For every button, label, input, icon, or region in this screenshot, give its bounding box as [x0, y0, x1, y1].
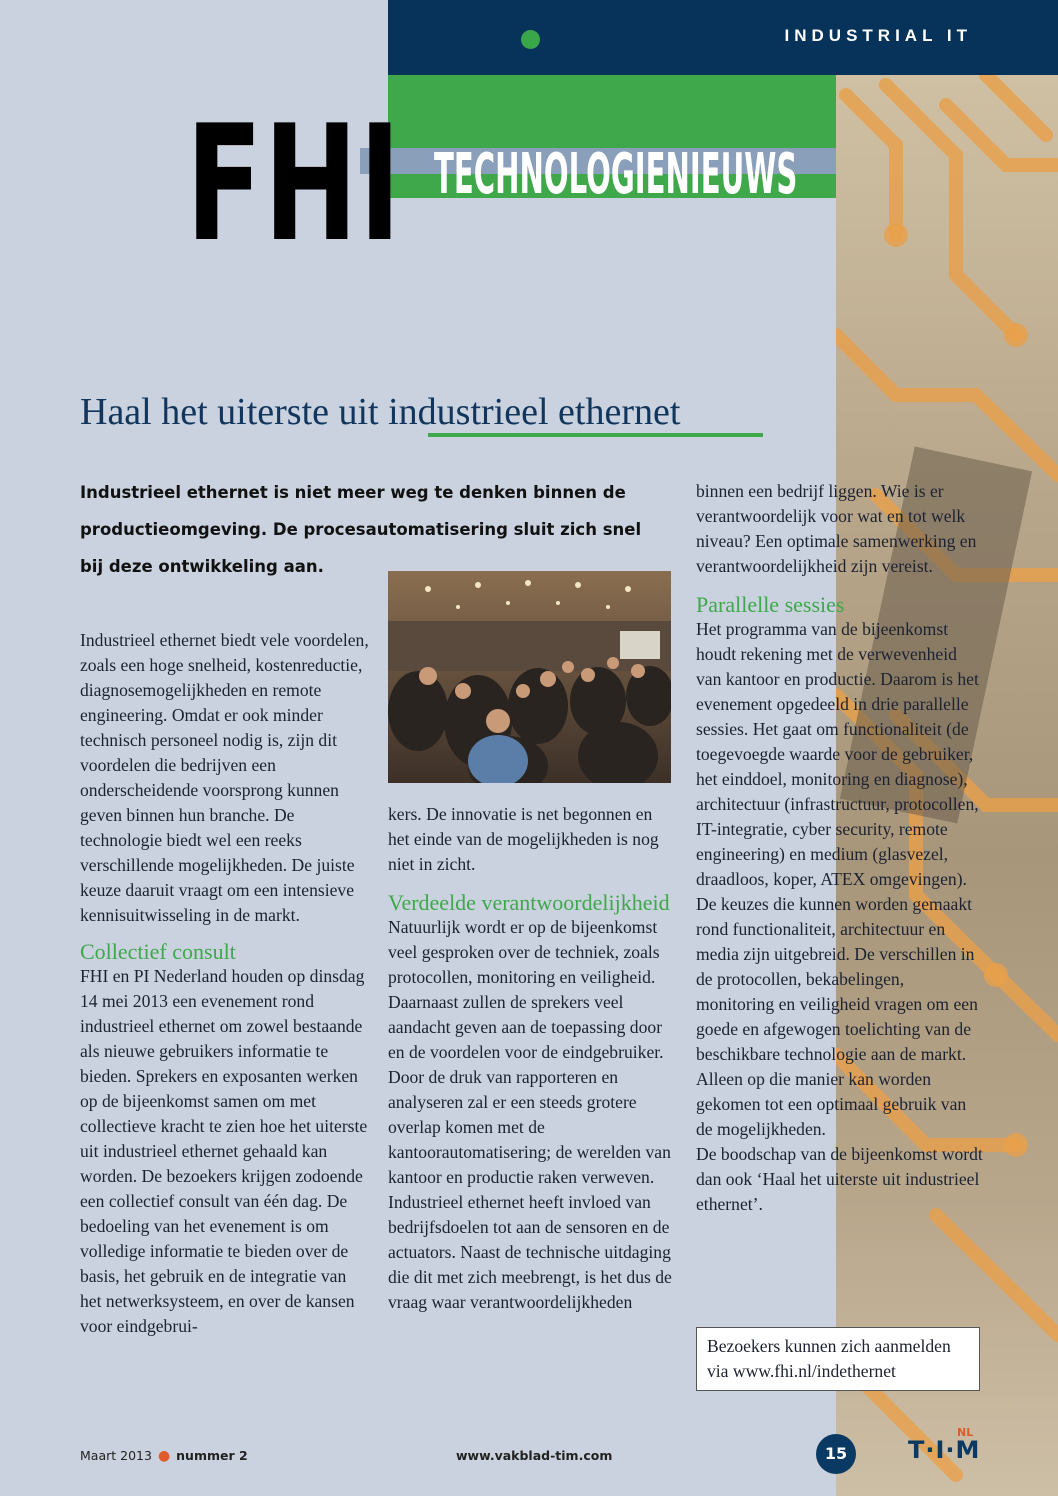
section-title: TECHNOLOGIENIEUWS [434, 142, 798, 207]
section-label: INDUSTRIAL IT [784, 26, 972, 45]
paragraph: kers. De innovatie is net begonnen en het einde van de mogelijkheden is nog niet in zicht. [388, 804, 659, 874]
paragraph: binnen een bedrijf liggen. Wie is er verantwoordelijk voor wat en tot welk niveau? Een optimale samenwerking en verantwoordelijkheid zijn vereist. [696, 481, 977, 576]
paragraph: Industrieel ethernet biedt vele voordelen, zoals een hoge snelheid, kostenreductie, diagnosemogelijkheden en remote engineering. Omdat er ook minder technisch personeel nodig is, zijn dit voordelen die bedrijven een onderscheidende voorsprong kunnen geven binnen hun branche. De technologie biedt wel een reeks verschillende mogelijkheden. De juiste keuze daaruit vraagt om een intensieve kennisuitwisseling in de markt. [80, 630, 369, 925]
article-lead: Industrieel ethernet is niet meer weg te denken binnen de productieomgeving. De procesautomatisering sluit zich snel bij deze ontwikkeling aan. [80, 483, 642, 576]
column-3 [696, 479, 986, 1217]
subheading: Parallelle sessies [696, 592, 845, 617]
brand-suffix: NL [957, 1426, 974, 1439]
paragraph: De boodschap van de bijeenkomst wordt dan ook ‘Haal het uiterste uit industrieel ethernet’. [696, 1144, 983, 1214]
footer-issue-number: nummer 2 [176, 1448, 248, 1463]
tim-logo: T·I·M [908, 1436, 981, 1464]
article-headline: Haal het uiterste uit industrieel ethernet [80, 391, 681, 433]
headline-underline [428, 433, 763, 437]
subheading: Collectief consult [80, 939, 236, 964]
paragraph: Natuurlijk wordt er op de bijeenkomst veel gesproken over de techniek, zoals protocollen, monitoring en veiligheid. Daarnaast zullen de sprekers veel aandacht geven aan de toepassing door en de voordelen voor de eindgebruiker. Door de druk van rapporteren en analyseren zal er een steeds grotere overlap komen met de kantoorautomatisering; de werelden van kantoor en productie raken verweven. Industrieel ethernet heeft invloed van bedrijfsdoelen tot aan de sensoren en de actuators. Naast de technische uitdaging die dit met zich meebrengt, is het dus de vraag waar verantwoordelijkheden [388, 917, 672, 1312]
bullet-icon: ● [157, 1448, 171, 1464]
page-number: 15 [816, 1434, 856, 1474]
footer-url: www.vakblad-tim.com [456, 1448, 613, 1463]
column-1 [80, 628, 370, 1339]
paragraph: Het programma van de bijeenkomst houdt rekening met de verwevenheid van kantoor en productie. Daarom is het evenement opgedeeld in drie parallelle sessies. Het gaat om functionaliteit (de toegevoegde waarde voor de gebruiker, het einddoel, monitoring en diagnose), architectuur (infrastructuur, protocollen, IT-integratie, cyber security, remote engineering) en medium (glasvezel, draadloos, koper, ATEX omgevingen). De keuzes die kunnen worden gemaakt rond functionaliteit, architectuur en media zijn uitgebreid. De verschillen in de protocollen, bekabelingen, monitoring en veiligheid vragen om een goede en afgewogen toelichting van de beschikbare technologie aan de markt. Alleen op die manier kan worden gekomen tot een optimaal gebruik van de mogelijkheden. [696, 619, 979, 1139]
fhi-logo: FHI [186, 90, 403, 277]
paragraph: FHI en PI Nederland houden op dinsdag 14 mei 2013 een evenement rond industrieel ethernet om zowel bestaande als nieuwe gebruikers informatie te bieden. Sprekers en exposanten werken op de bijeenkomst samen om met collectieve kracht te zien hoe het uiterste uit industrieel ethernet gehaald kan worden. De bezoekers krijgen zodoende een collectief consult van één dag. De bedoeling van het evenement is om volledige informatie te bieden over de basis, het gebruik en de integratie van het netwerksysteem, en over de kansen voor eindgebrui- [80, 966, 368, 1336]
subheading: Verdeelde verantwoordelijkheid [388, 890, 670, 915]
green-dot-icon [521, 30, 540, 49]
column-2 [388, 802, 678, 1315]
footer-date: Maart 2013 [80, 1448, 152, 1463]
event-audience-photo [388, 571, 671, 783]
registration-callout: Bezoekers kunnen zich aanmelden via www.fhi.nl/indethernet [696, 1327, 980, 1391]
footer-issue [80, 1448, 248, 1464]
